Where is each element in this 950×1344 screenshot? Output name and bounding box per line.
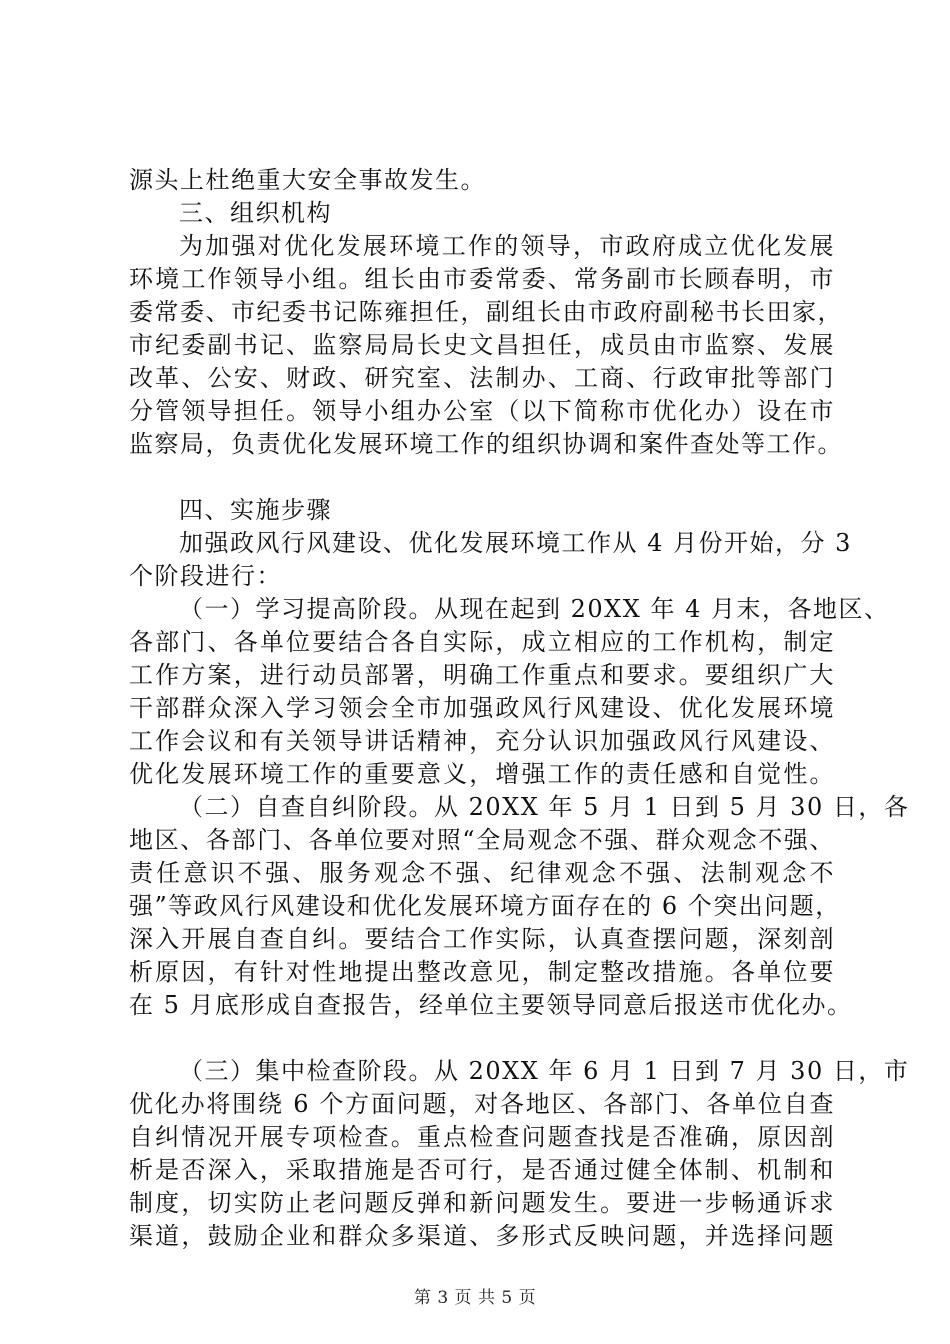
- text-line: 个阶段进行：: [129, 562, 282, 590]
- section-heading: 三、组织机构: [179, 199, 332, 227]
- text-line: 监察局，负责优化发展环境工作的组织协调和案件查处等工作。: [129, 430, 843, 458]
- text-line: 工作方案，进行动员部署，明确工作重点和要求。要组织广大: [129, 661, 835, 689]
- text-line: （三）集中检查阶段。从 20XX 年 6 月 1 日到 7 月 30 日，市: [179, 1057, 910, 1085]
- text-line: 渠道，鼓励企业和群众多渠道、多形式反映问题，并选择问题: [129, 1222, 835, 1250]
- text-line: 强”等政风行风建设和优化发展环境方面存在的 6 个突出问题，: [129, 892, 841, 920]
- text-line: 地区、各部门、各单位要对照“全局观念不强、群众观念不强、: [129, 826, 835, 854]
- text-line: 在 5 月底形成自查报告，经单位主要领导同意后报送市优化办。: [129, 991, 853, 1019]
- text-line: 责任意识不强、服务观念不强、纪律观念不强、法制观念不: [129, 859, 835, 887]
- text-line: 析原因，有针对性地提出整改意见，制定整改措施。各单位要: [129, 958, 835, 986]
- paragraph-gap: [129, 461, 835, 494]
- text-line: 干部群众深入学习领会全市加强政风行风建设、优化发展环境: [129, 694, 835, 722]
- text-line: 源头上杜绝重大安全事故发生。: [129, 166, 486, 194]
- text-line: 优化办将围绕 6 个方面问题，对各地区、各部门、各单位自查: [129, 1090, 835, 1118]
- page-number: 第 3 页 共 5 页: [413, 1288, 537, 1308]
- text-line: 市纪委副书记、监察局局长史文昌担任，成员由市监察、发展: [129, 331, 835, 359]
- text-line: 加强政风行风建设、优化发展环境工作从 4 月份开始，分 3: [179, 529, 852, 557]
- text-line: 为加强对优化发展环境工作的领导，市政府成立优化发展: [179, 232, 835, 260]
- document-body: [129, 164, 910, 1253]
- text-line: （一）学习提高阶段。从现在起到 20XX 年 4 月末，各地区、: [179, 595, 890, 623]
- text-line: 工作会议和有关领导讲话精神，充分认识加强政风行风建设、: [129, 727, 835, 755]
- text-line: （二）自查自纠阶段。从 20XX 年 5 月 1 日到 5 月 30 日，各: [179, 793, 910, 821]
- text-line: 各部门、各单位要结合各自实际，成立相应的工作机构，制定: [129, 628, 835, 656]
- text-line: 优化发展环境工作的重要意义，增强工作的责任感和自觉性。: [129, 760, 835, 788]
- text-line: 委常委、市纪委书记陈雍担任，副组长由市政府副秘书长田家，: [129, 298, 843, 326]
- text-line: 制度，切实防止老问题反弹和新问题发生。要进一步畅通诉求: [129, 1189, 835, 1217]
- text-line: 分管领导担任。领导小组办公室（以下简称市优化办）设在市: [129, 397, 835, 425]
- text-line: 深入开展自查自纠。要结合工作实际，认真查摆问题，深刻剖: [129, 925, 835, 953]
- section-heading: 四、实施步骤: [179, 496, 332, 524]
- text-line: 自纠情况开展专项检查。重点检查问题查找是否准确，原因剖: [129, 1123, 835, 1151]
- text-line: 环境工作领导小组。组长由市委常委、常务副市长顾春明，市: [129, 265, 835, 293]
- text-line: 析是否深入，采取措施是否可行，是否通过健全体制、机制和: [129, 1156, 835, 1184]
- text-line: 改革、公安、财政、研究室、法制办、工商、行政审批等部门: [129, 364, 835, 392]
- paragraph-gap: [129, 1022, 835, 1055]
